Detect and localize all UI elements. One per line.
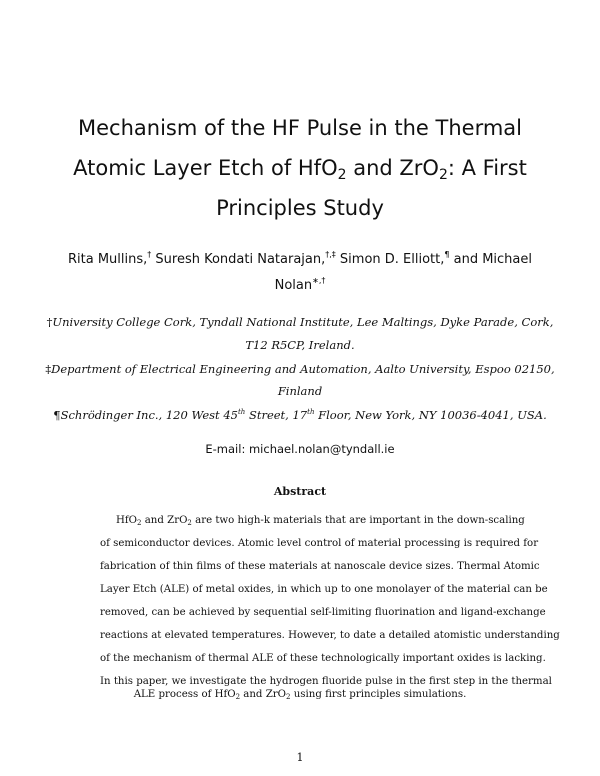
- abstract-line: Layer Etch (ALE) of metal oxides, in which up to one monolayer of the material can be: [100, 584, 548, 595]
- abstract-line: In this paper, we investigate the hydrogen fluoride pulse in the first step in the thermal: [100, 676, 552, 687]
- affiliation-mark: †: [46, 315, 53, 329]
- abstract-heading: Abstract: [273, 485, 327, 498]
- abstract-line: ALE process of HfO$_2$ and ZrO$_2$ using first principles simulations.: [133, 689, 467, 701]
- abstract-line: fabrication of thin films of these materials at nanoscale device sizes. Thermal Atomic: [100, 561, 540, 572]
- affiliation-mark: ‡: [45, 362, 52, 376]
- author-mark: ∗,†: [312, 276, 326, 285]
- author-mark: †,‡: [325, 250, 336, 259]
- abstract-line: of semiconductor devices. Atomic level control of material processing is required for: [100, 538, 539, 549]
- abstract-line: removed, can be achieved by sequential self-limiting fluorination and ligand-exchange: [100, 607, 546, 618]
- affiliation-3: ¶Schrödinger Inc., 120 West 45th Street, 17th Floor, New York, NY 10036-4041, USA.: [53, 408, 547, 422]
- affiliation-2-line-2: Finland: [277, 384, 323, 398]
- affiliation-2: ‡Department of Electrical Engineering and Automation, Aalto University, Espoo 02150,: [45, 362, 555, 376]
- paper-title-line-1: Mechanism of the HF Pulse in the Thermal: [78, 116, 522, 140]
- affiliation-mark: ¶: [53, 408, 61, 422]
- author-mark: †: [147, 250, 152, 259]
- author-list: [40, 251, 560, 266]
- abstract-line: HfO$_2$ and ZrO$_2$ are two high-k materials that are important in the down-scaling: [116, 515, 525, 527]
- abstract-line: of the mechanism of thermal ALE of these technologically important oxides is lacking.: [100, 653, 546, 664]
- affiliation-1-line-2: T12 R5CP, Ireland.: [245, 338, 355, 352]
- author-name: Rita Mullins,: [67, 252, 148, 267]
- affiliation-1: †University College Cork, Tyndall National Institute, Lee Maltings, Dyke Parade, Cork,: [46, 315, 554, 329]
- author-list-line-2: [40, 277, 560, 292]
- author-mark: ¶: [444, 250, 450, 259]
- paper-title-line-2: Atomic Layer Etch of HfO$_2$ and ZrO$_2$: A First: [73, 156, 527, 183]
- contact-email: E-mail: michael.nolan@tyndall.ie: [205, 442, 395, 456]
- page-number: 1: [296, 751, 304, 764]
- author-name: Simon D. Elliott,: [335, 252, 445, 267]
- abstract-line: reactions at elevated temperatures. However, to date a detailed atomistic understanding: [100, 630, 560, 641]
- author-name: Suresh Kondati Natarajan,: [151, 252, 326, 267]
- author-name: and Michael: [449, 252, 532, 267]
- paper-title-line-3: Principles Study: [216, 196, 384, 220]
- author-name: Nolan: [274, 278, 313, 293]
